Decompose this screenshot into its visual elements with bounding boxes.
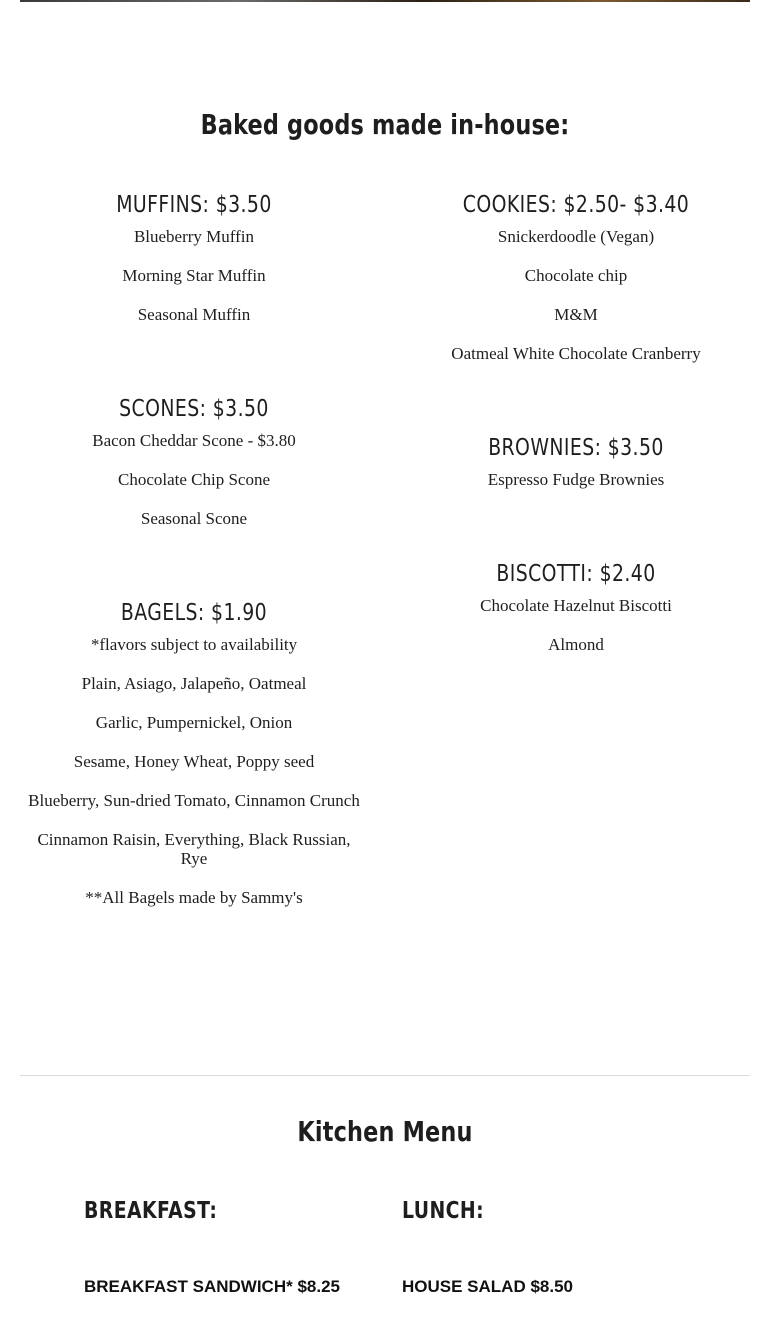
kitchen-menu-title: Kitchen Menu bbox=[297, 1115, 473, 1148]
lunch-heading: LUNCH: bbox=[402, 1198, 485, 1224]
menu-item: Chocolate Hazelnut Biscotti bbox=[480, 596, 672, 615]
menu-item: M&M bbox=[554, 305, 598, 324]
muffins-section bbox=[20, 191, 368, 344]
menu-item: Garlic, Pumpernickel, Onion bbox=[95, 713, 293, 732]
menu-item: Plain, Asiago, Jalapeño, Oatmeal bbox=[81, 674, 307, 693]
breakfast-heading: BREAKFAST: bbox=[84, 1198, 218, 1224]
muffins-title: MUFFINS: $3.50 bbox=[116, 192, 272, 218]
menu-item: Oatmeal White Chocolate Cranberry bbox=[451, 344, 701, 363]
menu-note: *flavors subject to availability bbox=[90, 635, 298, 654]
menu-item: Cinnamon Raisin, Everything, Black Russian, Rye bbox=[37, 830, 351, 868]
menu-item: Chocolate chip bbox=[524, 266, 628, 285]
menu-item: Morning Star Muffin bbox=[122, 266, 266, 285]
scones-section bbox=[20, 395, 368, 548]
cookies-title: COOKIES: $2.50- $3.40 bbox=[462, 192, 690, 218]
biscotti-title: BISCOTTI: $2.40 bbox=[496, 561, 656, 587]
baked-goods-title: Baked goods made in-house: bbox=[200, 108, 570, 141]
header-image-edge bbox=[20, 0, 750, 2]
lunch-item: HOUSE SALAD $8.50 bbox=[402, 1277, 573, 1296]
menu-item: Chocolate Chip Scone bbox=[117, 470, 271, 489]
cookies-section bbox=[402, 191, 750, 383]
menu-item: Espresso Fudge Brownies bbox=[487, 470, 665, 489]
scones-title: SCONES: $3.50 bbox=[119, 396, 269, 422]
menu-item: Seasonal Muffin bbox=[137, 305, 251, 324]
menu-item: Sesame, Honey Wheat, Poppy seed bbox=[73, 752, 315, 771]
biscotti-section bbox=[402, 560, 750, 674]
breakfast-item: BREAKFAST SANDWICH* $8.25 bbox=[84, 1277, 340, 1296]
brownies-section bbox=[402, 434, 750, 509]
section-divider bbox=[20, 1075, 750, 1076]
menu-item: Blueberry Muffin bbox=[133, 227, 255, 246]
bagels-title: BAGELS: $1.90 bbox=[120, 600, 268, 626]
menu-item: Almond bbox=[548, 635, 604, 654]
bagels-section bbox=[20, 599, 368, 927]
menu-item: Seasonal Scone bbox=[140, 509, 248, 528]
menu-item: Snickerdoodle (Vegan) bbox=[497, 227, 655, 246]
menu-item: Blueberry, Sun-dried Tomato, Cinnamon Crunch bbox=[28, 791, 360, 810]
menu-note: **All Bagels made by Sammy's bbox=[85, 888, 303, 907]
brownies-title: BROWNIES: $3.50 bbox=[488, 435, 664, 461]
menu-item: Bacon Cheddar Scone - $3.80 bbox=[92, 431, 296, 450]
